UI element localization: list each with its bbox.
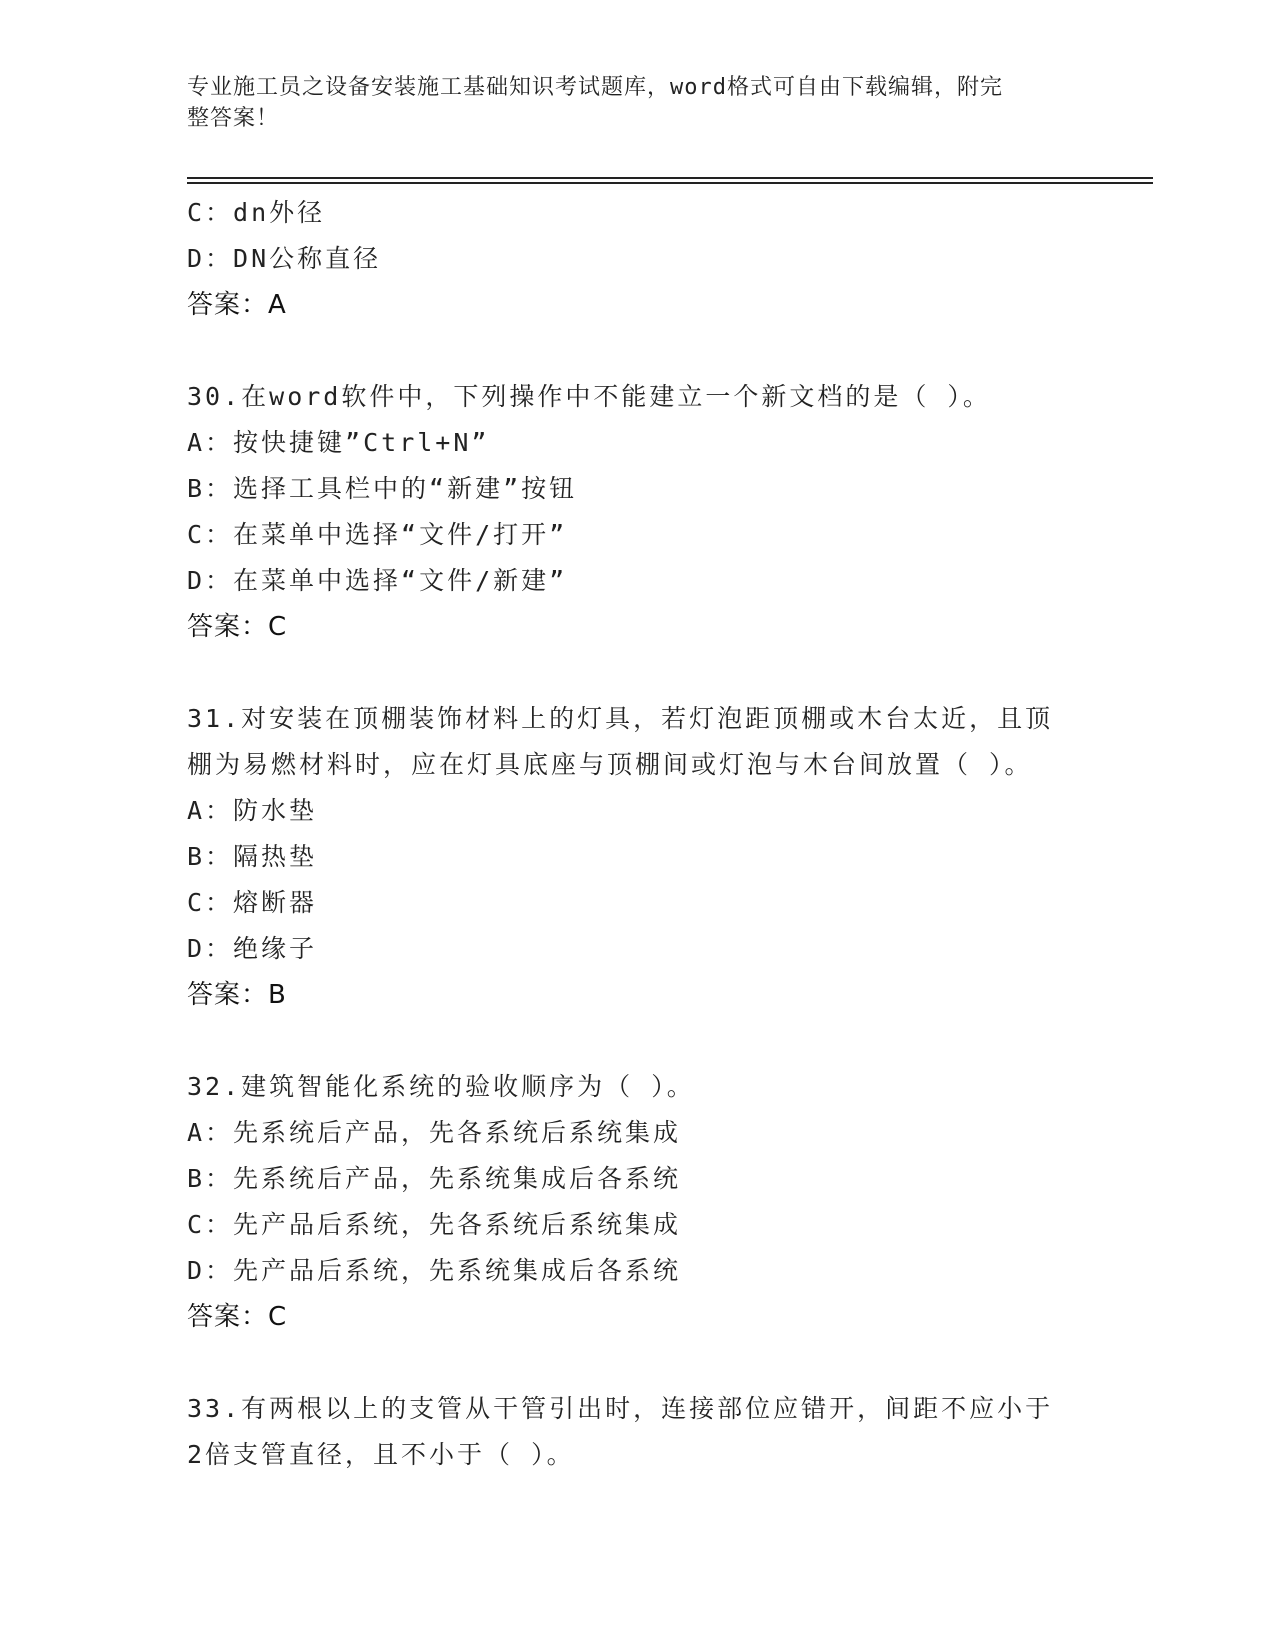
spacer [187,1340,1087,1386]
answer-line: 答案：B [187,980,287,1010]
answer-line: 答案：C [187,612,288,642]
spacer [187,1018,1087,1064]
option-d: D：在菜单中选择“文件/新建” [187,566,568,595]
question-stem: 31.对安装在顶棚装饰材料上的灯具，若灯泡距顶棚或木台太近，且顶 [187,704,1054,733]
header-rule-bottom [187,182,1153,184]
option-d: D：绝缘子 [187,934,318,963]
page-header [187,72,1087,134]
question-stem-continued: 棚为易燃材料时，应在灯具底座与顶棚间或灯泡与木台间放置（ ）。 [187,750,1033,779]
question-stem: 32.建筑智能化系统的验收顺序为（ ）。 [187,1072,695,1101]
answer-line: 答案：A [187,290,287,320]
option-a: A：先系统后产品，先各系统后系统集成 [187,1118,682,1147]
question-stem: 33.有两根以上的支管从干管引出时，连接部位应错开，间距不应小于 [187,1394,1054,1423]
question-32 [187,1064,1087,1340]
option-a: A：按快捷键”Ctrl+N” [187,428,490,457]
option-d: D：先产品后系统，先系统集成后各系统 [187,1256,682,1285]
option-b: B：先系统后产品，先系统集成后各系统 [187,1164,682,1193]
header-line-1: 专业施工员之设备安装施工基础知识考试题库，word格式可自由下载编辑，附完 [187,75,1003,100]
question-30 [187,374,1087,650]
question-29-remainder [187,190,1087,328]
option-c: C：在菜单中选择“文件/打开” [187,520,568,549]
spacer [187,650,1087,696]
question-31 [187,696,1087,1018]
answer-line: 答案：C [187,1302,288,1332]
option-c: C：先产品后系统，先各系统后系统集成 [187,1210,682,1239]
option-b: B：选择工具栏中的“新建”按钮 [187,474,578,503]
question-33 [187,1386,1087,1478]
option-a: A：防水垫 [187,796,318,825]
question-stem-continued: 2倍支管直径，且不小于（ ）。 [187,1440,575,1469]
option-b: B：隔热垫 [187,842,318,871]
option-d: D：DN公称直径 [187,244,382,273]
option-c: C：熔断器 [187,888,318,917]
header-rule-top [187,177,1153,179]
header-line-2: 整答案！ [187,106,280,131]
spacer [187,328,1087,374]
question-list [187,190,1087,1478]
question-stem: 30.在word软件中，下列操作中不能建立一个新文档的是（ ）。 [187,382,991,411]
option-c: C：dn外径 [187,198,326,227]
